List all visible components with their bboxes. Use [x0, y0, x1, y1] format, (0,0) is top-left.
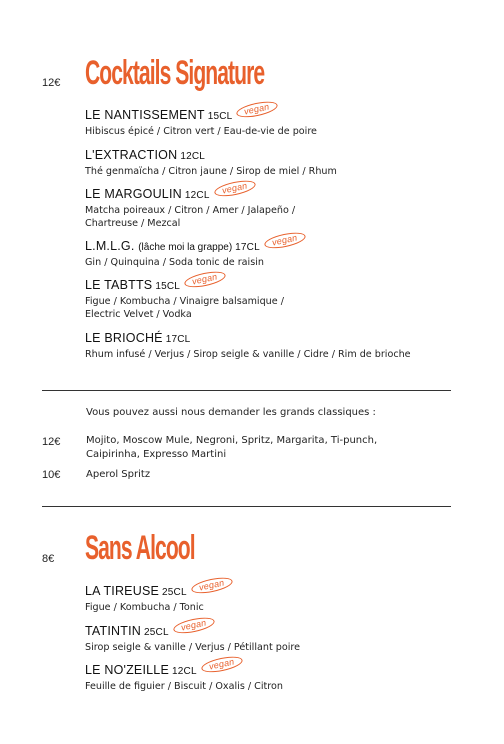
- item-name: LA TIREUSE: [85, 584, 160, 598]
- menu-item: [85, 232, 485, 269]
- sans-alcool-price: 8€: [42, 553, 55, 565]
- menu-item: [85, 101, 485, 138]
- classics-price: 10€: [42, 469, 61, 481]
- item-description: Gin / Quinquina / Soda tonic de raisin: [85, 257, 264, 268]
- menu-item: [85, 180, 485, 230]
- vegan-badge: vegan: [200, 654, 243, 675]
- item-volume: 17CL: [165, 334, 191, 345]
- item-volume: 25CL: [162, 587, 187, 598]
- section-divider: [42, 506, 451, 507]
- item-name: LE TABTTS: [85, 278, 153, 292]
- item-description: Figue / Kombucha / Vinaigre balsamique /: [85, 296, 284, 307]
- item-description: Sirop seigle & vanille / Verjus / Pétillant poire: [85, 642, 301, 653]
- item-description: Matcha poireaux / Citron / Amer / Jalapeño /: [85, 205, 296, 216]
- vegan-badge: vegan: [263, 230, 306, 251]
- signature-price: 12€: [42, 77, 61, 89]
- item-name: L.M.L.G.: [85, 239, 135, 253]
- vegan-badge: vegan: [183, 269, 226, 290]
- item-volume: 12CL: [184, 190, 210, 201]
- item-volume: 25CL: [144, 627, 169, 638]
- item-volume: 15CL: [155, 281, 181, 292]
- classics-intro: Vous pouvez aussi nous demander les grands classiques :: [86, 407, 376, 418]
- item-description: Electric Velvet / Vodka: [85, 309, 192, 320]
- menu-item: [85, 656, 485, 693]
- menu-item: [85, 147, 485, 178]
- menu-item: [85, 271, 485, 321]
- signature-title: Cocktails Signature: [85, 54, 265, 92]
- item-note: (lâche moi la grappe): [138, 242, 233, 253]
- item-name: LE NO'ZEILLE: [85, 663, 169, 677]
- item-description: Chartreuse / Mezcal: [85, 218, 181, 229]
- vegan-badge: vegan: [190, 575, 233, 596]
- menu-item: [85, 617, 485, 654]
- classics-list: [86, 434, 377, 462]
- item-name: TATINTIN: [85, 624, 141, 638]
- item-description: Feuille de figuier / Biscuit / Oxalis / Citron: [85, 681, 283, 692]
- menu-item: [85, 330, 485, 361]
- classics-line: Mojito, Moscow Mule, Negroni, Spritz, Margarita, Ti-punch,: [86, 435, 378, 446]
- item-description: Figue / Kombucha / Tonic: [85, 602, 204, 613]
- item-volume: 15CL: [207, 111, 233, 122]
- vegan-badge: vegan: [172, 615, 215, 636]
- item-description: Rhum infusé / Verjus / Sirop seigle & vanille / Cidre / Rim de brioche: [85, 349, 411, 360]
- classics-line: Caipirinha, Expresso Martini: [86, 449, 227, 460]
- item-name: LE NANTISSEMENT: [85, 108, 205, 122]
- classics-price: 12€: [42, 436, 61, 448]
- vegan-badge: vegan: [213, 178, 256, 199]
- item-volume: 17CL: [235, 242, 260, 253]
- item-name: LE BRIOCHÉ: [85, 331, 163, 345]
- item-description: Thé genmaïcha / Citron jaune / Sirop de miel / Rhum: [85, 166, 337, 177]
- vegan-badge: vegan: [236, 99, 279, 120]
- item-volume: 12CL: [180, 151, 206, 162]
- section-divider: [42, 390, 451, 391]
- classics-line: Aperol Spritz: [86, 469, 151, 480]
- menu-item: [85, 577, 485, 614]
- item-description: Hibiscus épicé / Citron vert / Eau-de-vie de poire: [85, 126, 317, 137]
- item-volume: 12CL: [172, 666, 197, 677]
- sans-alcool-title: Sans Alcool: [85, 529, 195, 567]
- item-name: LE MARGOULIN: [85, 187, 182, 201]
- item-name: L'EXTRACTION: [85, 148, 178, 162]
